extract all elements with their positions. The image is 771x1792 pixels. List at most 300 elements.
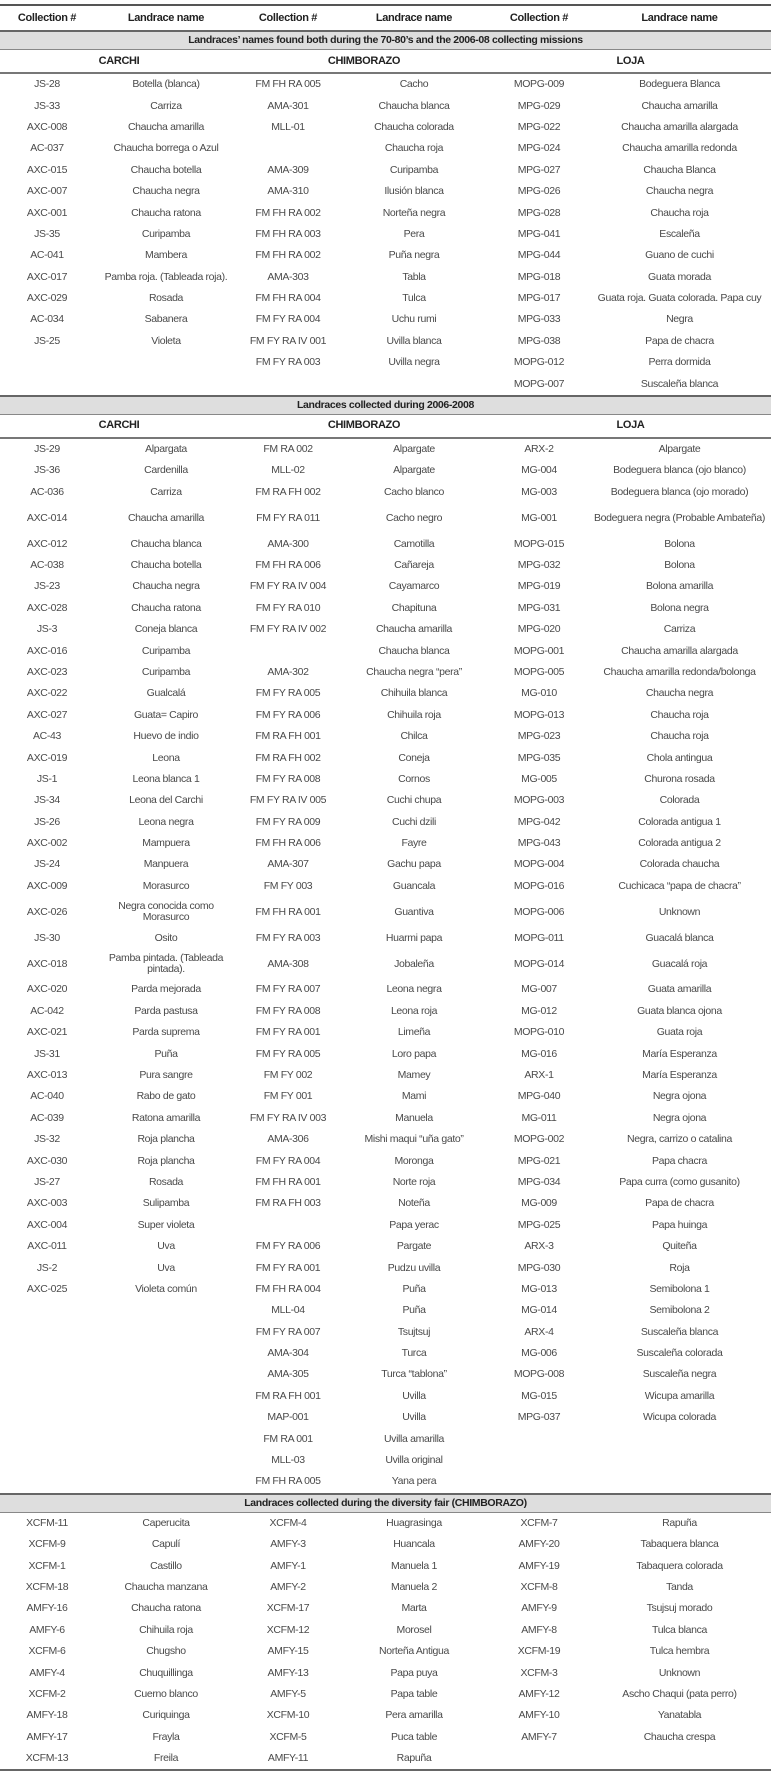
landrace-name-cell: Puña: [154, 1047, 178, 1060]
collection-number-cell: [0, 1300, 94, 1321]
collection-number-cell: [490, 1428, 588, 1449]
collection-number-cell: XCFM-3: [520, 1666, 558, 1679]
landrace-name-cell: Ilusión blanca: [384, 185, 444, 198]
landrace-name-cell: Chugsho: [146, 1645, 186, 1658]
collection-number-cell: [0, 1471, 94, 1493]
collection-number-cell: MOPG-008: [513, 1368, 565, 1381]
collection-number-cell: FM FH RA 001: [255, 905, 321, 918]
collection-number-cell: AXC-018: [26, 957, 68, 970]
landrace-name-cell: Chaucha amarilla alargada: [621, 644, 738, 657]
collection-number-cell: [0, 1343, 94, 1364]
collection-number-cell: FM FH RA 004: [255, 292, 321, 305]
collection-number-cell: [238, 138, 338, 159]
collection-number-cell: MPG-017: [517, 292, 561, 305]
landrace-name-cell: Leona blanca 1: [132, 772, 200, 785]
collection-number-cell: MG-012: [521, 1004, 557, 1017]
landrace-name-cell: Turca: [401, 1347, 427, 1360]
table-row: [0, 1641, 771, 1662]
landrace-name-cell: Yanatabla: [657, 1709, 702, 1722]
column-header-row: [0, 5, 771, 31]
collection-number-cell: JS-26: [34, 815, 60, 828]
header-collection-number: Collection #: [238, 5, 338, 31]
table-row: [0, 812, 771, 833]
table-row: [0, 1662, 771, 1683]
landrace-name-cell: Cayamarco: [388, 580, 440, 593]
landrace-name-cell: Noteña: [398, 1197, 430, 1210]
landrace-name-cell: Papa puya: [390, 1666, 438, 1679]
landrace-name-cell: Uvilla amarilla: [383, 1432, 445, 1445]
table-row: [0, 1022, 771, 1043]
collection-number-cell: MPG-033: [517, 313, 561, 326]
collection-number-cell: FM FH RA 001: [255, 1175, 321, 1188]
collection-number-cell: AXC-001: [26, 206, 68, 219]
collection-number-cell: FM FY RA 004: [255, 313, 321, 326]
landrace-name-cell: Cuchi dzili: [392, 815, 436, 828]
table-row: [0, 1555, 771, 1576]
collection-number-cell: FM FH RA 005: [255, 78, 321, 91]
collection-number-cell: AXC-011: [27, 1240, 67, 1253]
table-row: [0, 1172, 771, 1193]
landrace-name-cell: Guancala: [392, 879, 436, 892]
landrace-name-cell: Huancala: [393, 1538, 435, 1551]
collection-number-cell: AMFY-12: [518, 1687, 560, 1700]
collection-number-cell: MOPG-016: [513, 879, 565, 892]
landrace-name-cell: Rapuña: [662, 1516, 697, 1529]
collection-number-cell: JS-36: [34, 464, 60, 477]
landrace-name-cell: Guata roja. Guata colorada. Papa cuy: [597, 292, 762, 305]
landrace-name-cell: Uvilla: [402, 1389, 426, 1402]
landrace-name-cell: Pamba roja. (Tableada roja).: [104, 270, 228, 283]
landrace-name-cell: [94, 1386, 238, 1407]
landrace-name-cell: Uvilla original: [385, 1454, 443, 1467]
landrace-name-cell: Curipamba: [141, 665, 191, 678]
landrace-name-cell: Colorada antigua 2: [638, 837, 721, 850]
collection-number-cell: AC-041: [30, 249, 64, 262]
table-section: [0, 31, 771, 396]
landrace-name-cell: Gualcalá: [146, 687, 186, 700]
landrace-name-cell: Quiteña: [662, 1240, 697, 1253]
header-collection-number: Collection #: [490, 5, 588, 31]
region-header: CHIMBORAZO: [238, 414, 490, 438]
table-row: [0, 245, 771, 266]
collection-number-cell: FM FY RA IV 004: [249, 580, 327, 593]
collection-number-cell: MG-015: [521, 1389, 557, 1402]
collection-number-cell: AMA-301: [267, 99, 309, 112]
section-title-row: [0, 31, 771, 50]
table-row: [0, 598, 771, 619]
table-row: [0, 1236, 771, 1257]
landrace-name-cell: Botella (blanca): [132, 78, 200, 91]
region-header: LOJA: [490, 50, 771, 74]
collection-number-cell: FM FY 003: [263, 879, 313, 892]
landrace-name-cell: Roja plancha: [137, 1133, 195, 1146]
landrace-name-cell: Tulca: [402, 292, 426, 305]
table-row: [0, 876, 771, 897]
collection-number-cell: AMA-302: [267, 665, 309, 678]
landrace-name-cell: Bodeguera negra (Probable Ambateña): [593, 511, 766, 524]
landrace-name-cell: Negra, carrizo o catalina: [626, 1133, 733, 1146]
collection-number-cell: MG-003: [521, 485, 557, 498]
collection-number-cell: MOPG-003: [513, 794, 565, 807]
collection-number-cell: FM FH RA 005: [255, 1475, 321, 1488]
table-row: [0, 683, 771, 704]
collection-number-cell: AXC-004: [26, 1218, 68, 1231]
collection-number-cell: XCFM-10: [266, 1709, 310, 1722]
table-section: [0, 396, 771, 1494]
landrace-name-cell: Cuchicaca “papa de chacra”: [618, 879, 741, 892]
header-collection-number: Collection #: [0, 5, 94, 31]
collection-number-cell: JS-31: [34, 1047, 60, 1060]
landrace-name-cell: Chaucha colorada: [374, 120, 454, 133]
landrace-name-cell: Chilca: [400, 730, 428, 743]
table-row: [0, 1001, 771, 1022]
collection-number-cell: MPG-038: [517, 334, 561, 347]
landrace-name-cell: Chola antingua: [646, 751, 713, 764]
landrace-name-cell: [94, 1300, 238, 1321]
collection-number-cell: MPG-019: [517, 580, 561, 593]
table-row: [0, 288, 771, 309]
collection-number-cell: AMFY-13: [267, 1666, 309, 1679]
collection-number-cell: MPG-044: [517, 249, 561, 262]
collection-number-cell: FM FY RA 001: [255, 1261, 321, 1274]
collection-number-cell: AXC-014: [26, 511, 68, 524]
landrace-name-cell: Bolona negra: [650, 601, 709, 614]
collection-number-cell: AXC-003: [26, 1197, 68, 1210]
landrace-name-cell: Chaucha ratona: [131, 1602, 201, 1615]
collection-number-cell: AMFY-15: [267, 1645, 309, 1658]
collection-number-cell: AMFY-19: [518, 1559, 560, 1572]
header-landrace-name: Landrace name: [338, 5, 490, 31]
landrace-name-cell: Pera amarilla: [385, 1709, 443, 1722]
landrace-name-cell: Guano de cuchi: [645, 249, 714, 262]
table-row: [0, 1471, 771, 1493]
collection-number-cell: JS-23: [34, 580, 60, 593]
collection-number-cell: AC-039: [30, 1111, 64, 1124]
landrace-name-cell: Leona negra: [386, 983, 442, 996]
table-row: [0, 1727, 771, 1748]
table-row: [0, 640, 771, 661]
collection-number-cell: AMFY-7: [521, 1730, 557, 1743]
collection-number-cell: AXC-015: [26, 163, 68, 176]
landrace-name-cell: Chaucha blanca: [378, 644, 450, 657]
section-title: Landraces’ names found both during the 70-80’s and the 2006-08 collecting missions: [0, 31, 771, 50]
collection-number-cell: JS-30: [34, 931, 60, 944]
collection-number-cell: FM FY RA 008: [255, 1004, 321, 1017]
landrace-name-cell: Chaucha ratona: [131, 206, 201, 219]
landrace-name-cell: Chaucha negra: [132, 580, 200, 593]
landrace-name-cell: Bodeguera Blanca: [639, 78, 720, 91]
landrace-name-cell: Guata morada: [648, 270, 711, 283]
landrace-name-cell: Chuquillinga: [139, 1666, 193, 1679]
collection-number-cell: XCFM-6: [28, 1645, 66, 1658]
collection-number-cell: [0, 1386, 94, 1407]
landrace-name-cell: Norteña Antigua: [378, 1645, 450, 1658]
landrace-name-cell: Guata amarilla: [647, 983, 712, 996]
landrace-name-cell: Super violeta: [137, 1218, 195, 1231]
table-row: [0, 790, 771, 811]
collection-number-cell: AXC-023: [26, 665, 68, 678]
landrace-name-cell: Manuela 1: [391, 1559, 437, 1572]
collection-number-cell: AMFY-11: [238, 1748, 338, 1770]
collection-number-cell: XCFM-9: [28, 1538, 66, 1551]
table-row: [0, 1321, 771, 1342]
landrace-name-cell: Curipamba: [141, 644, 191, 657]
collection-number-cell: AMFY-3: [270, 1538, 306, 1551]
collection-number-cell: MPG-034: [517, 1175, 561, 1188]
landrace-name-cell: Pera: [403, 227, 425, 240]
table-row: [0, 1428, 771, 1449]
collection-number-cell: ARX-2: [524, 443, 554, 456]
section-title: Landraces collected during the diversity fair (CHIMBORAZO): [0, 1494, 771, 1513]
landrace-name-cell: Chaucha ratona: [131, 601, 201, 614]
landrace-name-cell: Camotilla: [393, 537, 435, 550]
region-header-row: [0, 50, 771, 74]
landrace-name-cell: Chaucha manzana: [124, 1580, 208, 1593]
landrace-name-cell: Cacho blanco: [383, 485, 444, 498]
collection-number-cell: FM FY RA IV 001: [249, 334, 327, 347]
landrace-name-cell: [588, 1450, 771, 1471]
collection-number-cell: [238, 1215, 338, 1236]
collection-number-cell: FM FY RA 011: [256, 511, 320, 524]
collection-number-cell: AXC-019: [26, 751, 68, 764]
collection-number-cell: MOPG-004: [513, 858, 565, 871]
landrace-name-cell: Ascho Chaqui (pata perro): [622, 1687, 737, 1700]
landrace-name-cell: [94, 1407, 238, 1428]
section-title-row: [0, 1494, 771, 1513]
table-row: [0, 1577, 771, 1598]
table-row: [0, 1150, 771, 1171]
landrace-name-cell: Bodeguera blanca (ojo blanco): [613, 464, 746, 477]
collection-number-cell: [238, 373, 338, 395]
landrace-name-cell: Wicupa colorada: [643, 1411, 716, 1424]
landrace-name-cell: Manuela 2: [391, 1580, 437, 1593]
collection-number-cell: AMFY-6: [29, 1623, 65, 1636]
table-row: [0, 662, 771, 683]
landrace-name-cell: Alpargata: [145, 443, 187, 456]
table-row: [0, 1215, 771, 1236]
collection-number-cell: JS-34: [34, 794, 60, 807]
landrace-name-cell: Chaucha amarilla: [375, 623, 453, 636]
table-row: [0, 576, 771, 597]
collection-number-cell: MOPG-010: [513, 1026, 565, 1039]
landrace-name-cell: Chaucha roja: [650, 206, 709, 219]
table-row: [0, 224, 771, 245]
collection-number-cell: FM FH RA 003: [255, 227, 321, 240]
collection-number-cell: AXC-002: [26, 837, 68, 850]
collection-number-cell: XCFM-2: [28, 1687, 66, 1700]
collection-number-cell: MG-016: [521, 1047, 557, 1060]
collection-number-cell: MPG-029: [517, 99, 561, 112]
region-header: LOJA: [490, 414, 771, 438]
table-row: [0, 1364, 771, 1385]
landrace-name-cell: [588, 1471, 771, 1493]
landrace-name-cell: Mishi maqui “uña gato”: [364, 1133, 464, 1146]
table-row: [0, 1386, 771, 1407]
landrace-name-cell: Huagrasinga: [386, 1516, 442, 1529]
landrace-name-cell: Chaucha borrega o Azul: [113, 142, 219, 155]
landrace-name-cell: Papa huinga: [651, 1218, 708, 1231]
collection-number-cell: FM RA FH 002: [255, 751, 321, 764]
landrace-name-cell: Uchu rumi: [391, 313, 437, 326]
collection-number-cell: MPG-024: [517, 142, 561, 155]
collection-number-cell: FM FY 002: [263, 1068, 313, 1081]
landrace-name-cell: Roja plancha: [137, 1154, 195, 1167]
collection-number-cell: MPG-020: [517, 623, 561, 636]
landrace-name-cell: Tabla: [402, 270, 426, 283]
landrace-name-cell: María Esperanza: [642, 1047, 717, 1060]
collection-number-cell: FM FH RA 004: [255, 1282, 321, 1295]
landrace-name-cell: Chaucha amarilla alargada: [621, 120, 738, 133]
collection-number-cell: FM RA 002: [263, 443, 313, 456]
collection-number-cell: AC-036: [30, 485, 64, 498]
landrace-name-cell: Coneja blanca: [134, 623, 198, 636]
collection-number-cell: JS-27: [34, 1175, 60, 1188]
collection-number-cell: AMA-309: [267, 163, 309, 176]
collection-number-cell: AMFY-1: [270, 1559, 306, 1572]
collection-number-cell: AC-038: [30, 559, 64, 571]
landrace-name-cell: Coneja: [398, 751, 430, 764]
collection-number-cell: AMFY-18: [26, 1709, 68, 1722]
landrace-name-cell: Chaucha negra: [645, 687, 714, 700]
collection-number-cell: JS-29: [34, 443, 60, 456]
collection-number-cell: [0, 1428, 94, 1449]
collection-number-cell: AC-042: [30, 1004, 64, 1017]
collection-number-cell: MG-006: [521, 1347, 557, 1360]
region-header: CARCHI: [0, 414, 238, 438]
table-row: [0, 1450, 771, 1471]
table-row: [0, 1684, 771, 1705]
collection-number-cell: FM FY RA 007: [255, 1325, 321, 1338]
collection-number-cell: XCFM-19: [517, 1645, 561, 1658]
collection-number-cell: MPG-030: [517, 1261, 561, 1274]
landrace-name-cell: Guacalá blanca: [645, 931, 714, 944]
collection-number-cell: FM FY RA IV 005: [249, 794, 327, 807]
collection-number-cell: MOPG-013: [513, 708, 565, 721]
collection-number-cell: JS-3: [36, 623, 58, 636]
collection-number-cell: [490, 1471, 588, 1493]
landrace-name-cell: Colorada antigua 1: [638, 815, 721, 828]
table-row: [0, 1257, 771, 1278]
landrace-name-cell: Rosada: [148, 292, 184, 305]
landrace-name-cell: Tabaquera blanca: [640, 1538, 719, 1551]
section-title-row: [0, 396, 771, 415]
collection-number-cell: AXC-012: [26, 537, 68, 550]
landrace-name-cell: Rapuña: [338, 1748, 490, 1770]
collection-number-cell: [490, 1450, 588, 1471]
landrace-name-cell: Chaucha negra: [645, 185, 714, 198]
collection-number-cell: FM FY RA 005: [255, 687, 321, 700]
landrace-name-cell: Cuchi chupa: [386, 794, 442, 807]
collection-number-cell: MPG-043: [517, 837, 561, 850]
collection-number-cell: AMA-308: [267, 957, 309, 970]
landrace-name-cell: [94, 352, 238, 373]
collection-number-cell: [490, 1748, 588, 1770]
landrace-name-cell: Norte roja: [392, 1175, 436, 1188]
landrace-name-cell: Tabaquera colorada: [636, 1559, 723, 1572]
collection-number-cell: MG-009: [521, 1197, 557, 1210]
collection-number-cell: AXC-029: [26, 292, 68, 305]
collection-number-cell: ARX-4: [524, 1325, 554, 1338]
collection-number-cell: MPG-028: [517, 206, 561, 219]
landrace-name-cell: Chaucha crespa: [643, 1730, 716, 1743]
collection-number-cell: XCFM-5: [269, 1730, 307, 1743]
collection-number-cell: FM FH RA 006: [255, 837, 321, 850]
landrace-name-cell: Mami: [401, 1090, 427, 1103]
table-row: [0, 1193, 771, 1214]
landrace-name-cell: Negra ojona: [652, 1090, 707, 1103]
landrace-name-cell: Semibolona 1: [649, 1282, 710, 1295]
table-row: [0, 73, 771, 95]
table-row: [0, 1300, 771, 1321]
landrace-name-cell: Cornos: [398, 772, 430, 785]
landrace-name-cell: Leona del Carchi: [129, 794, 203, 807]
collection-number-cell: JS-2: [36, 1261, 58, 1274]
collection-number-cell: AMFY-5: [270, 1687, 306, 1700]
landrace-name-cell: Bolona amarilla: [645, 580, 714, 593]
collection-number-cell: AMFY-17: [26, 1730, 68, 1743]
landrace-name-cell: Carriza: [150, 485, 182, 498]
collection-number-cell: MG-007: [521, 983, 557, 996]
table-row: [0, 1129, 771, 1150]
landrace-name-cell: Capulí: [151, 1538, 181, 1551]
landrace-name-cell: Chaucha botella: [130, 559, 202, 571]
table-row: [0, 1086, 771, 1107]
collection-number-cell: MPG-022: [517, 120, 561, 133]
landrace-name-cell: Papa de chacra: [645, 334, 714, 347]
landrace-name-cell: Huevo de indio: [133, 730, 199, 743]
collection-number-cell: FM FY RA 009: [255, 815, 321, 828]
landrace-name-cell: Rosada: [148, 1175, 184, 1188]
landrace-name-cell: Chaucha blanca: [130, 537, 202, 550]
landrace-name-cell: [588, 1428, 771, 1449]
collection-number-cell: XCFM-8: [520, 1580, 558, 1593]
landrace-name-cell: Papa table: [390, 1687, 438, 1700]
landrace-name-cell: Chaucha botella: [130, 163, 202, 176]
table-row: [0, 1065, 771, 1086]
collection-number-cell: MG-004: [521, 464, 557, 477]
landrace-name-cell: Churona rosada: [644, 772, 715, 785]
landrace-name-cell: Papa curra (como gusanito): [619, 1175, 740, 1188]
collection-number-cell: MOPG-015: [513, 537, 565, 550]
landrace-name-cell: Alpargate: [658, 443, 701, 456]
landrace-name-cell: Curipamba: [141, 227, 191, 240]
table-row: [0, 927, 771, 948]
collection-number-cell: XCFM-11: [26, 1516, 68, 1529]
landrace-name-cell: Pamba pintada. (Tableada pintada).: [108, 952, 224, 976]
collection-number-cell: [238, 640, 338, 661]
landrace-name-cell: Perra dormida: [648, 356, 711, 369]
landrace-name-cell: Mamey: [397, 1068, 431, 1081]
collection-number-cell: AXC-030: [26, 1154, 68, 1167]
landrace-name-cell: Norteña negra: [382, 206, 446, 219]
landrace-name-cell: Suscaleña blanca: [640, 377, 719, 390]
landrace-name-cell: Pargate: [396, 1240, 432, 1253]
table-row: [0, 533, 771, 554]
landrace-name-cell: Manpuera: [143, 858, 189, 871]
landrace-name-cell: Chaucha amarilla redonda: [622, 142, 737, 155]
collection-number-cell: AXC-008: [26, 120, 68, 133]
collection-number-cell: AXC-028: [26, 601, 68, 614]
landrace-name-cell: Papa de chacra: [645, 1197, 714, 1210]
table-row: [0, 438, 771, 460]
collection-number-cell: FM FY RA IV 002: [249, 623, 327, 636]
landrace-name-cell: Chaucha amarilla redonda/bolonga: [603, 665, 756, 678]
collection-number-cell: MLL-02: [271, 464, 305, 477]
collection-number-cell: MOPG-014: [513, 957, 565, 970]
landrace-name-cell: Cardenilla: [144, 464, 188, 477]
landrace-name-cell: Suscaleña negra: [642, 1368, 717, 1381]
landrace-name-cell: Caperucita: [142, 1516, 190, 1529]
